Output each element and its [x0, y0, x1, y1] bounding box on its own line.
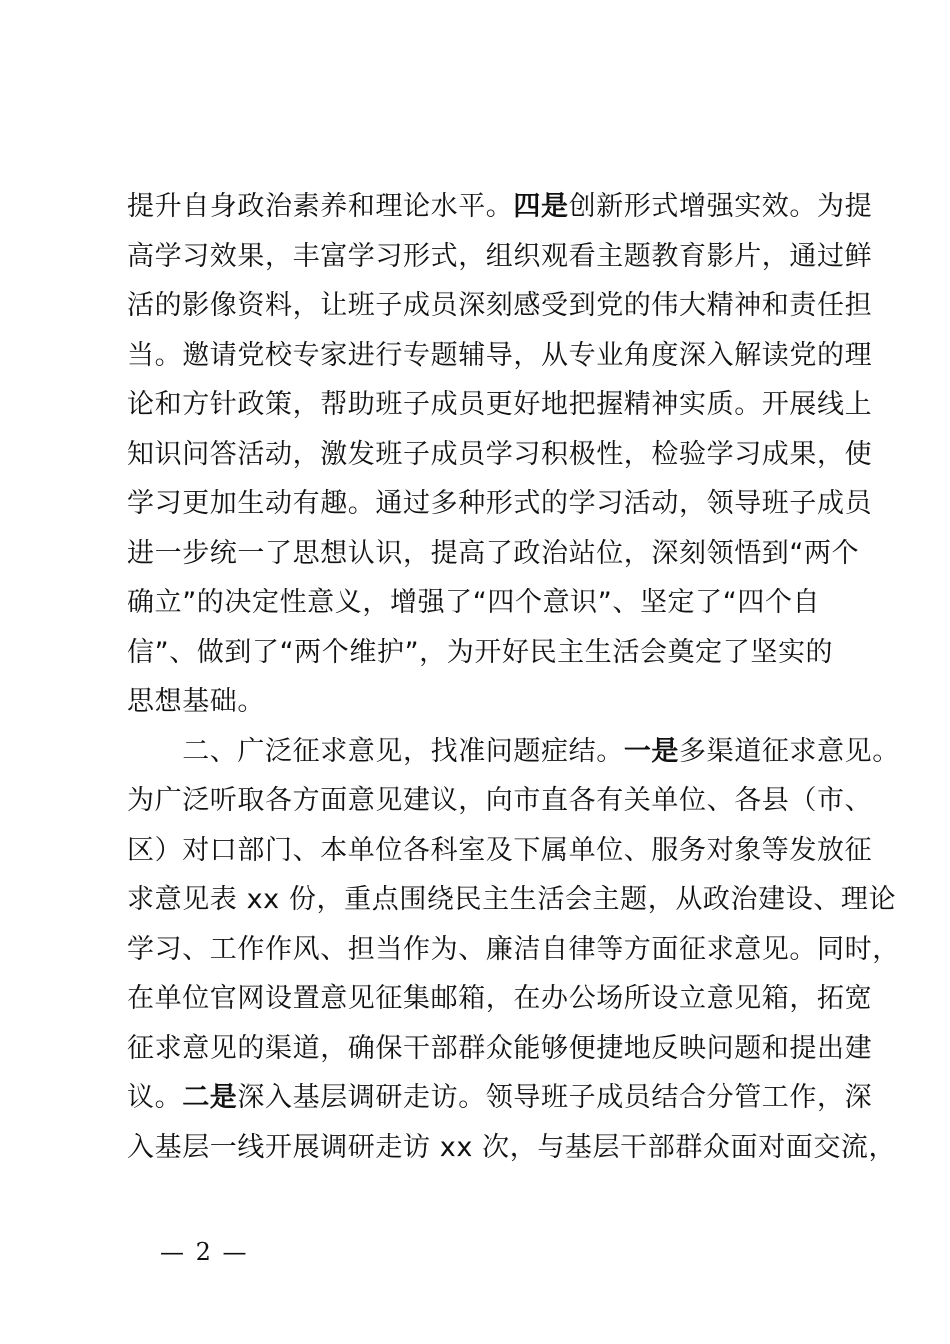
text-segment: 多渠道征求意见。 [679, 735, 900, 767]
text-segment: 二、广泛征求意见，找准问题症结。 [127, 735, 624, 767]
text-segment: 知识问答活动，激发班子成员学习积极性，检验学习成果，使 [127, 438, 873, 470]
text-segment: 在单位官网设置意见征集邮箱，在办公场所设立意见箱，拓宽 [127, 983, 873, 1014]
text-line [127, 380, 873, 430]
text-segment: 进一步统一了思想认识，提高了政治站位，深刻领悟到“两个 [127, 537, 860, 569]
text-line [127, 974, 873, 1024]
text-segment: 高学习效果，丰富学习形式，组织观看主题教育影片，通过鲜 [127, 240, 873, 272]
text-segment: 求意见表 xx 份，重点围绕民主生活会主题，从政治建设、理论 [127, 884, 897, 915]
text-line [127, 628, 867, 678]
text-line [127, 875, 897, 925]
text-line [127, 1024, 873, 1074]
text-line [127, 1123, 897, 1173]
text-line [127, 677, 867, 727]
text-line [127, 281, 873, 331]
text-line [127, 331, 873, 381]
text-segment: 深入基层调研走访。领导班子成员结合分管工作，深 [237, 1082, 873, 1113]
text-segment: 学习更加生动有趣。通过多种形式的学习活动，领导班子成员 [127, 488, 873, 519]
text-segment: 信”、做到了“两个维护”，为开好民主生活会奠定了坚实的 [127, 636, 834, 668]
text-segment: 征求意见的渠道，确保干部群众能够便捷地反映问题和提出建 [127, 1032, 873, 1064]
text-segment: 创新形式增强实效。为提 [568, 191, 873, 222]
text-segment: 议。 [127, 1082, 183, 1113]
bold-lead-phrase: 二是 [182, 1082, 238, 1113]
text-line [127, 727, 900, 777]
text-line [127, 925, 900, 975]
text-line [127, 430, 873, 480]
text-segment: 思想基础。 [127, 686, 265, 717]
bold-lead-phrase: 一是 [623, 735, 680, 767]
text-line [127, 529, 867, 579]
text-segment: 学习、工作作风、担当作为、廉洁自律等方面征求意见。同时， [127, 933, 900, 965]
text-segment: 确立”的决定性意义，增强了“四个意识”、坚定了“四个自 [127, 587, 821, 618]
text-segment: 入基层一线开展调研走访 xx 次，与基层干部群众面对面交流， [127, 1131, 897, 1163]
text-segment: 活的影像资料，让班子成员深刻感受到党的伟大精神和责任担 [127, 290, 873, 321]
text-segment: 为广泛听取各方面意见建议，向市直各有关单位、各县（市、 [127, 785, 873, 816]
text-line [127, 826, 873, 876]
text-segment: 提升自身政治素养和理论水平。 [127, 191, 514, 222]
text-line [127, 1073, 873, 1123]
page-number: — 2 — [160, 1238, 249, 1266]
text-line [127, 776, 873, 826]
text-line [127, 578, 867, 628]
text-line [127, 182, 873, 232]
text-line [127, 479, 873, 529]
text-segment: 论和方针政策，帮助班子成员更好地把握精神实质。开展线上 [127, 389, 873, 420]
text-segment: 区）对口部门、本单位各科室及下属单位、服务对象等发放征 [127, 834, 873, 866]
body-text [127, 182, 900, 1172]
text-segment: 当。邀请党校专家进行专题辅导，从专业角度深入解读党的理 [127, 339, 873, 371]
bold-lead-phrase: 四是 [513, 191, 569, 222]
text-line [127, 232, 873, 282]
